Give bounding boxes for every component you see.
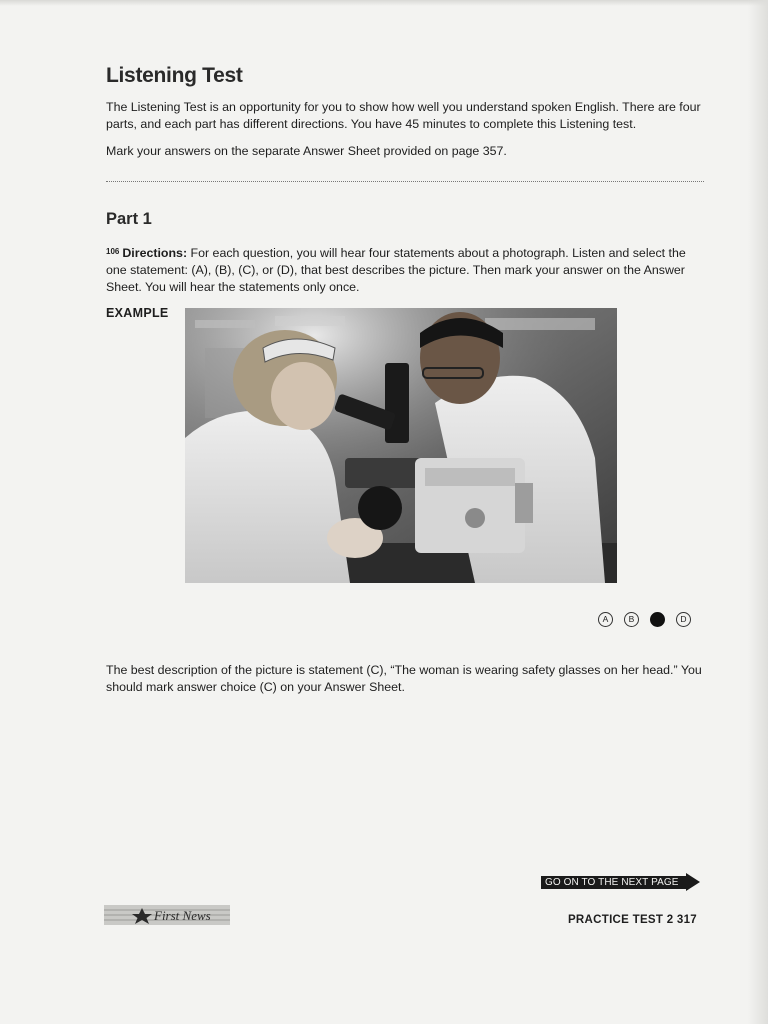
part-title: Part 1 [106,210,152,228]
section-divider [106,181,704,182]
answer-sheet-note: Mark your answers on the separate Answer Sheet provided on page 357. [106,144,507,158]
choice-c-bubble[interactable]: C [650,612,665,627]
intro-paragraph: The Listening Test is an opportunity for you to show how well you understand spoken English. There are four parts, and each part has different directions. You have 45 minutes to complete this Listening test. [106,100,701,131]
next-page-label: GO ON TO THE NEXT PAGE [545,877,679,888]
scan-edge-right [748,0,768,1024]
page-title: Listening Test [106,64,243,87]
next-page-indicator [541,873,703,892]
logo-text: First News [154,908,211,923]
directions-text: For each question, you will hear four statements about a photograph. Listen and select the one statement: (A), (B), (C), or (D), that best describes the picture. Then mark your answer on the Answer Sheet. You will hear the statements only once. [106,246,686,294]
audio-track-number: 106 [106,247,120,256]
lab-scientists-microscope-photo [185,308,617,583]
choice-d-bubble[interactable]: D [676,612,691,627]
directions-label: Directions: [122,246,188,260]
scan-edge-top [0,0,768,6]
first-news-logo [104,905,230,925]
arrow-right-icon [686,873,700,891]
answer-explanation: The best description of the picture is statement (C), “The woman is wearing safety glasses on her head.” You should mark answer choice (C) on your Answer Sheet. [106,663,702,694]
answer-choices [598,612,691,627]
page-footer: PRACTICE TEST 2 317 [567,914,697,926]
directions-paragraph [106,243,706,296]
choice-b-bubble[interactable]: B [624,612,639,627]
choice-a-bubble[interactable]: A [598,612,613,627]
example-photo [185,308,617,583]
example-label: EXAMPLE [106,306,169,320]
